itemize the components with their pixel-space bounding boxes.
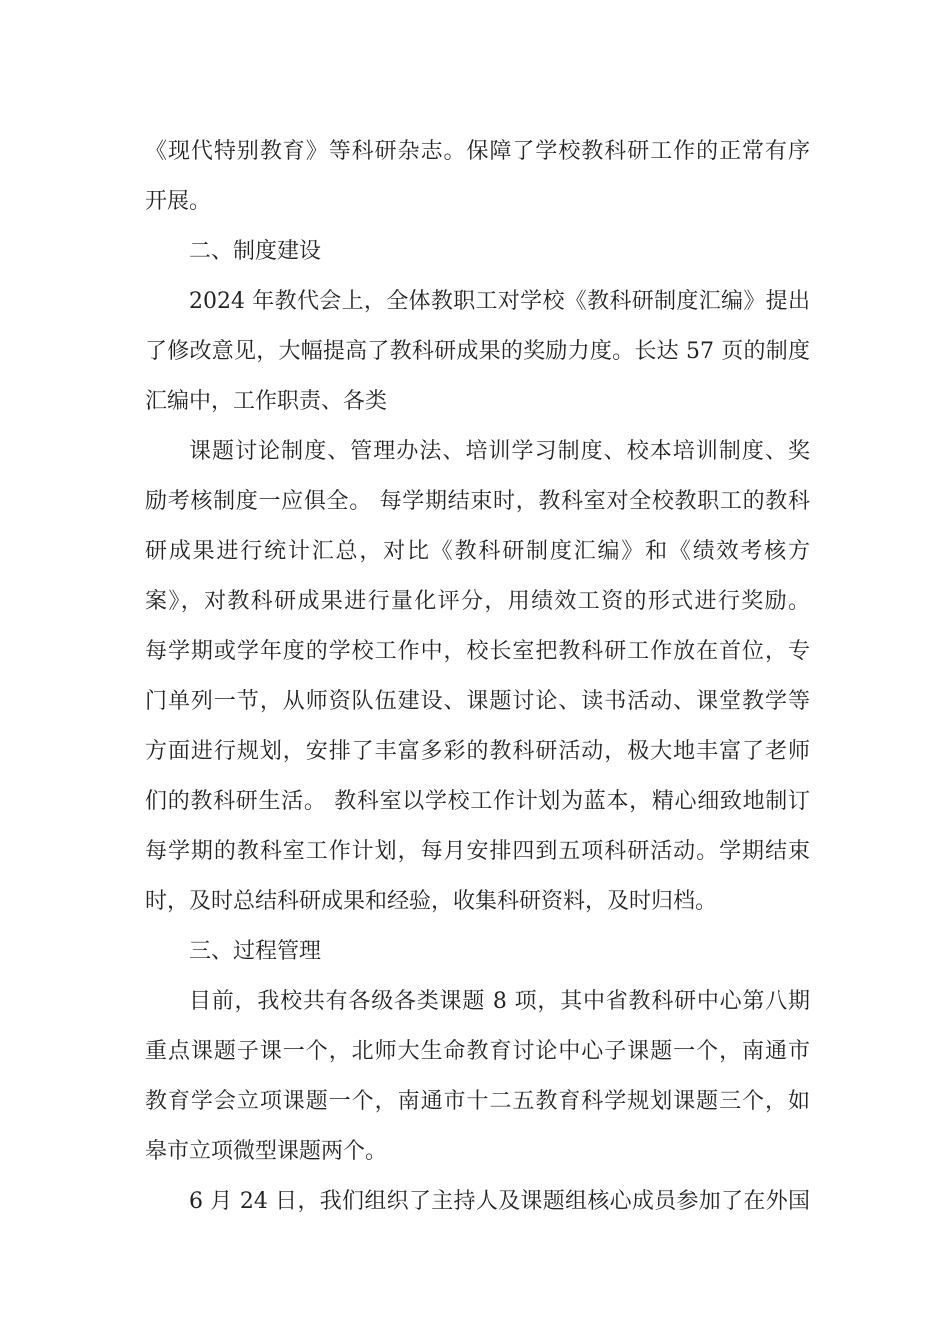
paragraph-line: 汇编中，工作职责、各类 (145, 389, 388, 414)
paragraph-line: 励考核制度一应俱全。 每学期结束时，教科室对全校教职工的教科 (145, 489, 810, 514)
paragraph-line: 方面进行规划，安排了丰富多彩的教科研活动，极大地丰富了老师 (145, 739, 810, 764)
paragraph-line: 课题讨论制度、管理办法、培训学习制度、校本培训制度、奖 (189, 439, 810, 464)
paragraph-line: 皋市立项微型课题两个。 (145, 1139, 388, 1164)
paragraph-line: 目前，我校共有各级各类课题 8 项，其中省教科研中心第八期 (189, 989, 810, 1014)
paragraph-line: 门单列一节，从师资队伍建设、课题讨论、读书活动、课堂教学等 (145, 689, 810, 714)
paragraph-line: 2024 年教代会上，全体教职工对学校《教科研制度汇编》提出 (189, 289, 810, 314)
paragraph-line: 每学期的教科室工作计划，每月安排四到五项科研活动。学期结束 (145, 839, 810, 864)
paragraph-line: 们的教科研生活。 教科室以学校工作计划为蓝本，精心细致地制订 (145, 789, 810, 814)
paragraph-line: 教育学会立项课题一个，南通市十二五教育科学规划课题三个，如 (145, 1089, 810, 1114)
paragraph-line: 《现代特别教育》等科研杂志。保障了学校教科研工作的正常有序 (145, 139, 810, 164)
document-body (145, 127, 810, 1227)
section-heading: 三、过程管理 (189, 939, 322, 964)
paragraph-line: 了修改意见，大幅提高了教科研成果的奖励力度。长达 57 页的制度 (145, 339, 810, 364)
paragraph-line: 开展。 (145, 189, 212, 214)
paragraph-line: 案》，对教科研成果进行量化评分，用绩效工资的形式进行奖励。 (145, 589, 810, 614)
paragraph-line: 6 月 24 日，我们组织了主持人及课题组核心成员参加了在外国 (189, 1189, 810, 1214)
paragraph-line: 时，及时总结科研成果和经验，收集科研资料，及时归档。 (145, 889, 718, 914)
paragraph-line: 重点课题子课一个，北师大生命教育讨论中心子课题一个，南通市 (145, 1039, 810, 1064)
section-heading: 二、制度建设 (189, 239, 322, 264)
paragraph-line: 每学期或学年度的学校工作中，校长室把教科研工作放在首位，专 (145, 639, 810, 664)
paragraph-line: 研成果进行统计汇总，对比《教科研制度汇编》和《绩效考核方 (145, 539, 810, 564)
